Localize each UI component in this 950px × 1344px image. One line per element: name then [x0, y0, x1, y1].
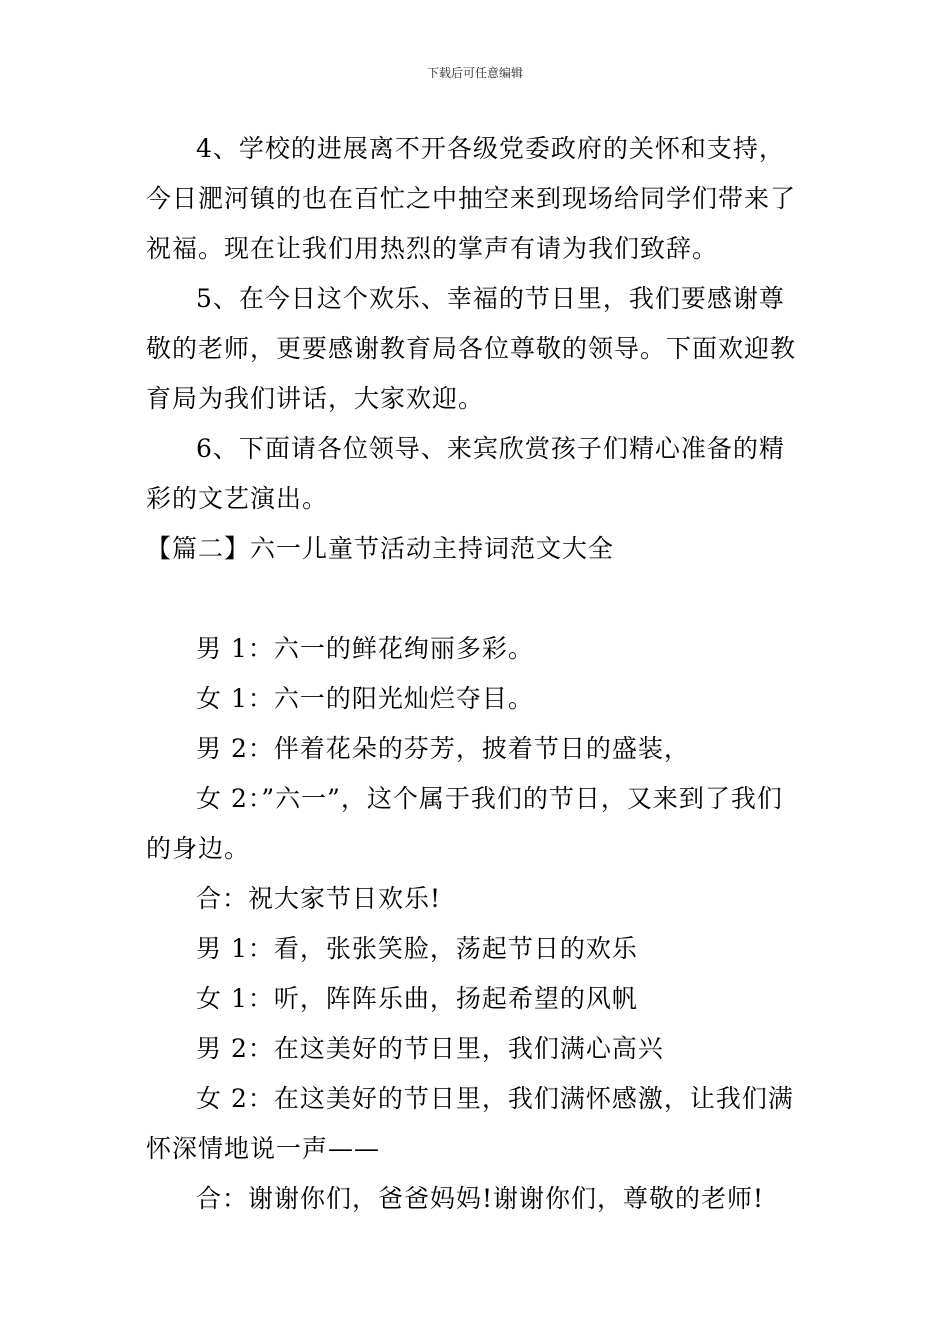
paragraph-6: 6、下面请各位领导、来宾欣赏孩子们精心准备的精彩的文艺演出。: [146, 434, 785, 513]
dialogue-line: 女 2：在这美好的节日里，我们满怀感激，让我们满怀深情地说一声——: [146, 1084, 794, 1163]
dialogue-line: 男 2：在这美好的节日里，我们满心高兴: [196, 1034, 664, 1063]
dialogue-line: 合：谢谢你们，爸爸妈妈!谢谢你们，尊敬的老师!: [196, 1184, 765, 1213]
page-header-note: 下载后可任意编辑: [426, 66, 523, 80]
paragraph-4: 4、学校的进展离不开各级党委政府的关怀和支持，今日淝河镇的也在百忙之中抽空来到现场给同学们带来了祝福。现在让我们用热烈的掌声有请为我们致辞。: [146, 134, 797, 263]
dialogue-line: 合：祝大家节日欢乐!: [196, 884, 442, 913]
dialogue-line: 男 1：看，张张笑脸，荡起节日的欢乐: [196, 934, 638, 963]
section-heading: 【篇二】六一儿童节活动主持词范文大全: [146, 534, 615, 563]
dialogue-line: 女 1：六一的阳光灿烂夺目。: [196, 684, 534, 713]
dialogue-line: 男 2：伴着花朵的芬芳，披着节日的盛装，: [196, 734, 690, 763]
dialogue-line: 男 1：六一的鲜花绚丽多彩。: [196, 634, 534, 663]
document-body: [146, 124, 808, 1224]
dialogue-line: 女 1：听，阵阵乐曲，扬起希望的风帆: [196, 984, 638, 1013]
blank-line: [146, 574, 808, 624]
dialogue-line: 女 2：”六一”，这个属于我们的节日，又来到了我们的身边。: [146, 784, 783, 863]
paragraph-5: 5、在今日这个欢乐、幸福的节日里，我们要感谢尊敬的老师，更要感谢教育局各位尊敬的领导。下面欢迎教育局为我们讲话，大家欢迎。: [146, 284, 797, 413]
